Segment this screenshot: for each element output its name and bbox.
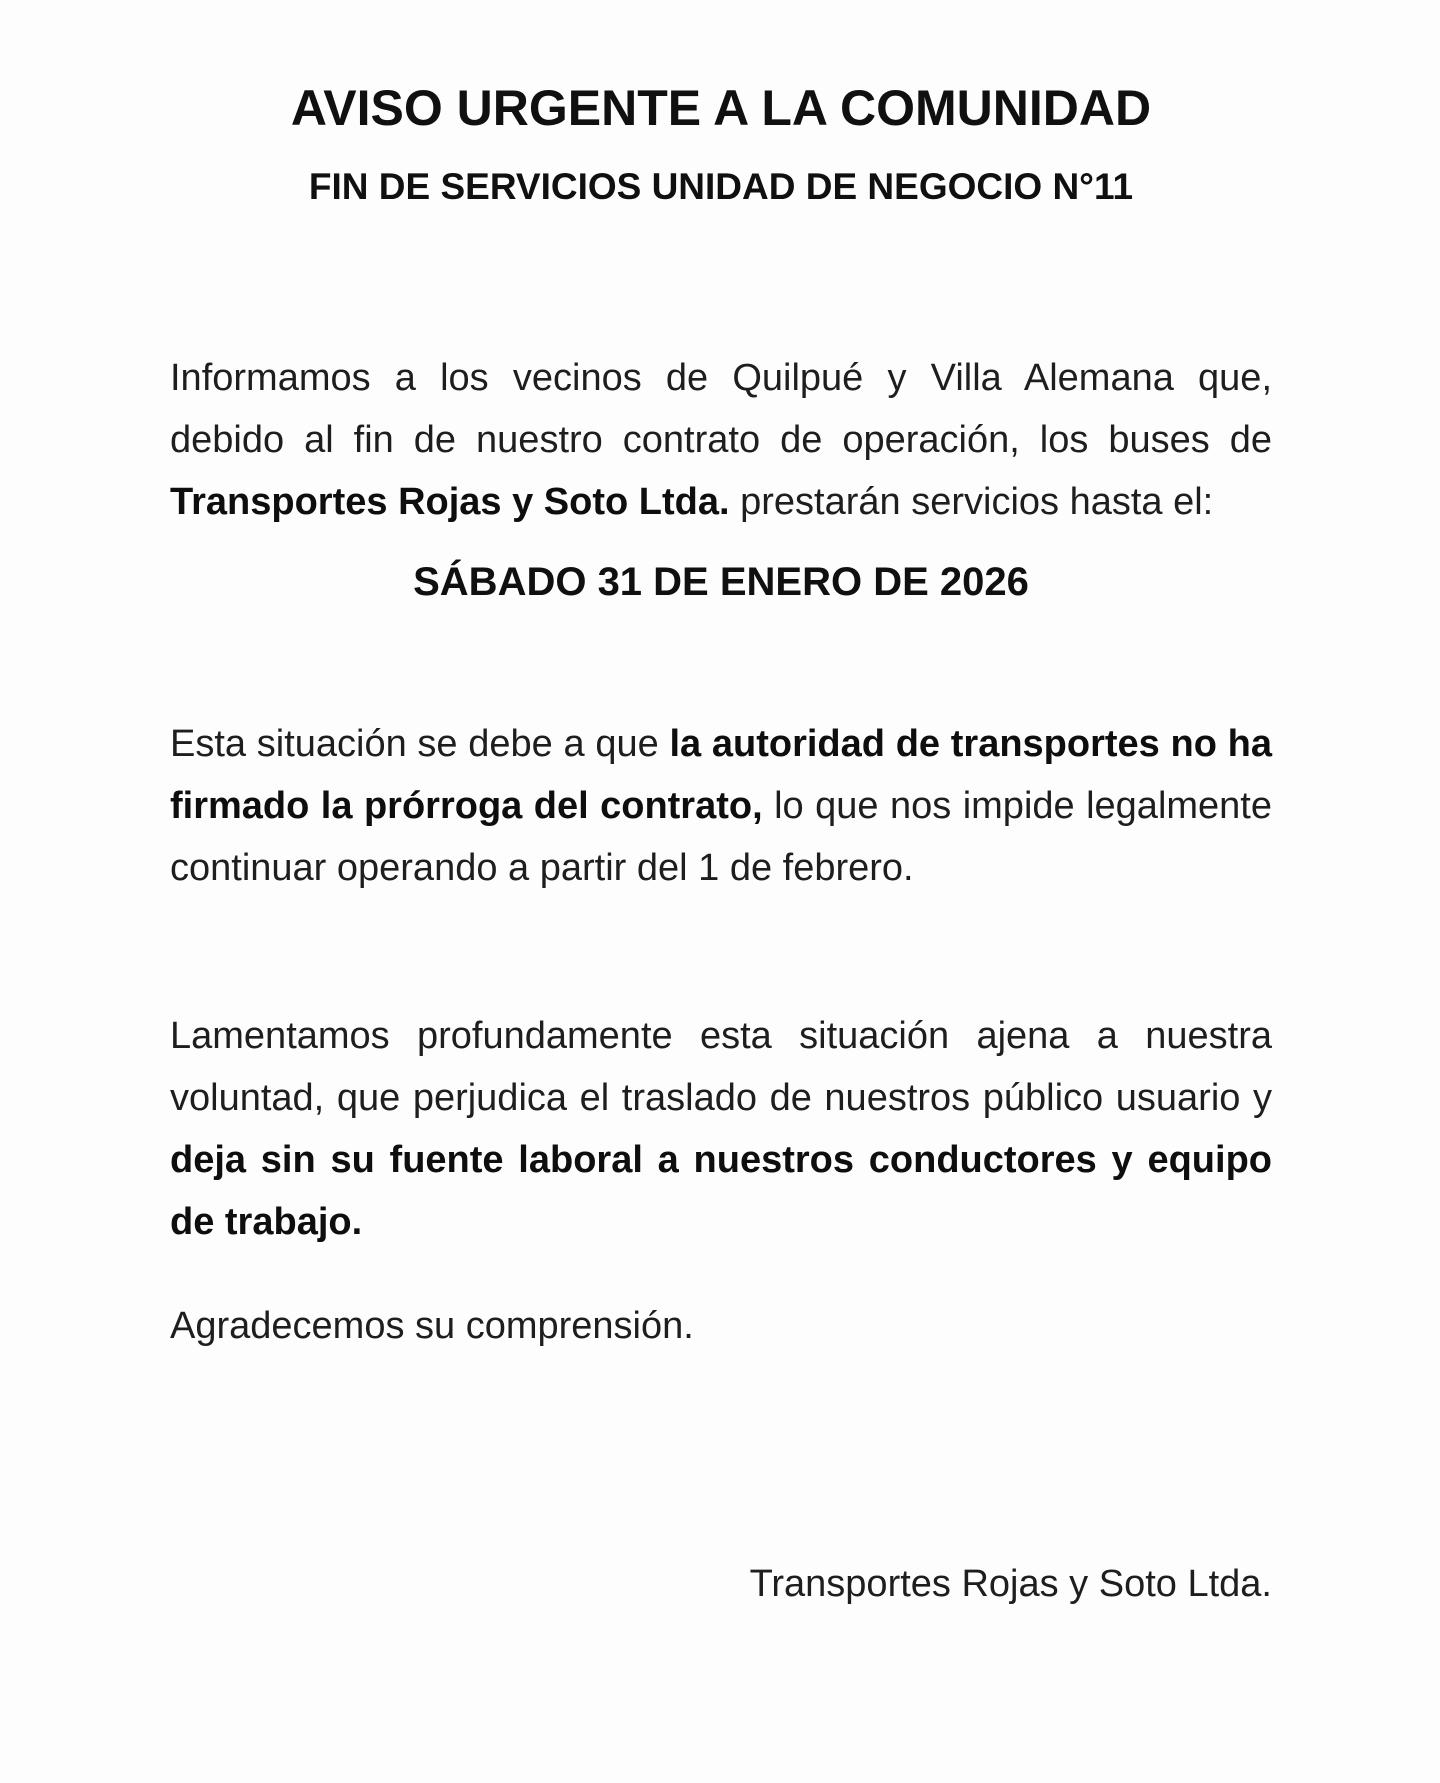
company-name-bold: Transportes Rojas y Soto Ltda. — [170, 480, 730, 523]
regret-paragraph — [170, 1005, 1272, 1253]
reason-text-bold: la autoridad de transportes no ha firmado la prórroga del contrato, — [170, 722, 1272, 827]
notice-subtitle: FIN DE SERVICIOS UNIDAD DE NEGOCIO N°11 — [308, 166, 1134, 207]
intro-text-post: prestarán servicios hasta el: — [729, 480, 1214, 523]
reason-text-post: lo que nos impide legalmente continuar operando a partir del 1 de febrero. — [170, 784, 1272, 889]
intro-paragraph — [170, 347, 1272, 533]
regret-text-bold: deja sin su fuente laboral a nuestros conductores y equipo de trabajo. — [170, 1138, 1272, 1243]
reason-text-pre: Esta situación se debe a que — [170, 722, 670, 765]
deadline-date: SÁBADO 31 DE ENERO DE 2026 — [413, 559, 1029, 604]
reason-paragraph — [170, 713, 1272, 899]
intro-text-pre: Informamos a los vecinos de Quilpué y Villa Alemana que, debido al fin de nuestro contrato de operación, los buses de — [170, 356, 1272, 461]
signature-line: Transportes Rojas y Soto Ltda. — [749, 1562, 1272, 1605]
regret-text-pre: Lamentamos profundamente esta situación ajena a nuestra voluntad, que perjudica el traslado de nuestros público usuario y — [170, 1014, 1272, 1119]
closing-line: Agradecemos su comprensión. — [170, 1304, 694, 1347]
notice-title: AVISO URGENTE A LA COMUNIDAD — [290, 80, 1152, 136]
